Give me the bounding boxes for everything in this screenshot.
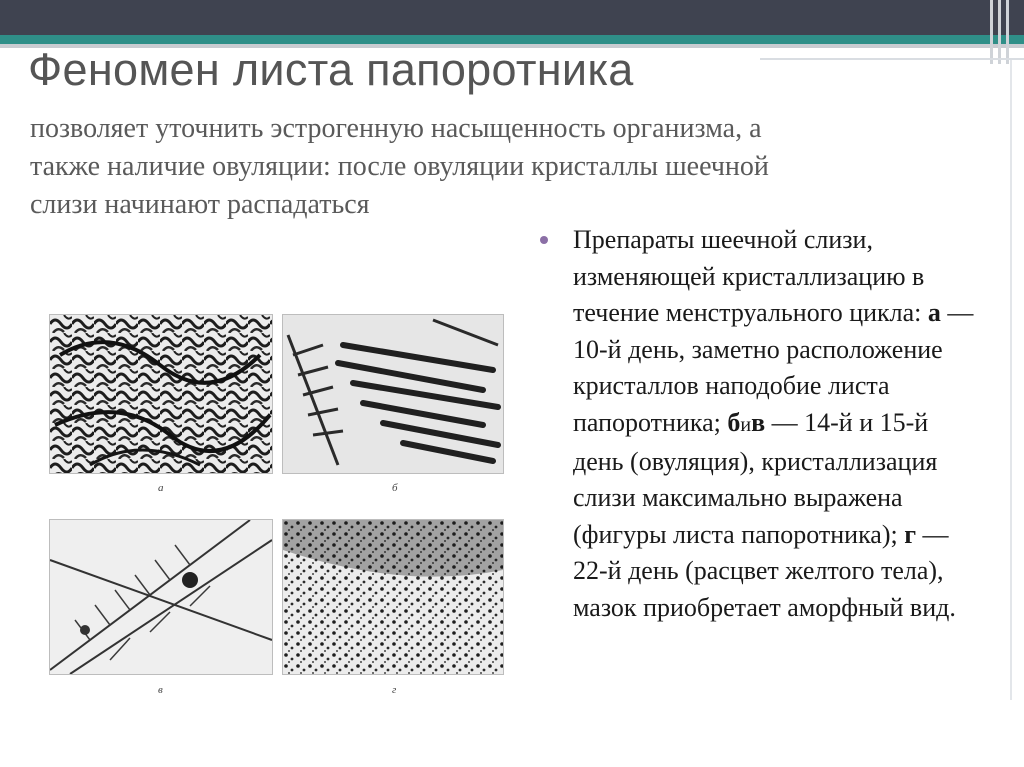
label-g: г xyxy=(904,519,917,549)
bullet-text-part2: — 10-й день, заметно расположение кристаллов наподобие листа папоротника; xyxy=(573,298,974,437)
micrograph-figure xyxy=(46,312,504,698)
micrograph-b-image xyxy=(283,315,503,473)
micrograph-g-image xyxy=(283,520,503,674)
micrograph-panel-v xyxy=(49,519,273,675)
header-band-teal xyxy=(0,35,1024,44)
header-accent-line xyxy=(760,58,1024,60)
micrograph-v-image xyxy=(50,520,272,674)
micrograph-panel-b xyxy=(282,314,504,474)
bullet-text-part3: — 14-й и 15-й день (овуляция), кристаллизация слизи максимально выражена (фигуры листа папоротника); xyxy=(573,407,938,549)
slide-subtitle: позволяет уточнить эстрогенную насыщенность организма, а также наличие овуляции: после овуляции кристаллы шеечной слизи начинают распадаться xyxy=(30,113,769,220)
header-stripe xyxy=(998,0,1001,64)
bullet-text xyxy=(573,222,980,627)
bullet-text-part4: — 22-й день (расцвет желтого тела), мазок приобретает аморфный вид. xyxy=(573,519,956,622)
micrograph-panel-g xyxy=(282,519,504,675)
caption-v: в xyxy=(158,684,163,696)
conjunction-i: и xyxy=(740,413,752,436)
caption-b: б xyxy=(392,482,398,494)
bullet-item xyxy=(540,222,980,627)
slide-title: Феномен листа папоротника xyxy=(28,44,634,95)
header-stripe xyxy=(990,0,993,64)
right-rule xyxy=(1010,60,1012,700)
caption-g: г xyxy=(392,684,397,696)
bullet-text-part1: Препараты шеечной слизи, изменяющей кристаллизацию в течение менструального цикла: xyxy=(573,225,928,328)
bullet-dot-icon xyxy=(540,236,548,244)
micrograph-panel-a xyxy=(49,314,273,474)
header-band-dark xyxy=(0,0,1024,35)
micrograph-a-image xyxy=(50,315,272,473)
caption-a: а xyxy=(158,482,164,494)
label-b: б xyxy=(727,407,741,437)
label-a: а xyxy=(927,298,941,328)
label-v: в xyxy=(751,407,766,437)
header-stripe xyxy=(1006,0,1009,64)
